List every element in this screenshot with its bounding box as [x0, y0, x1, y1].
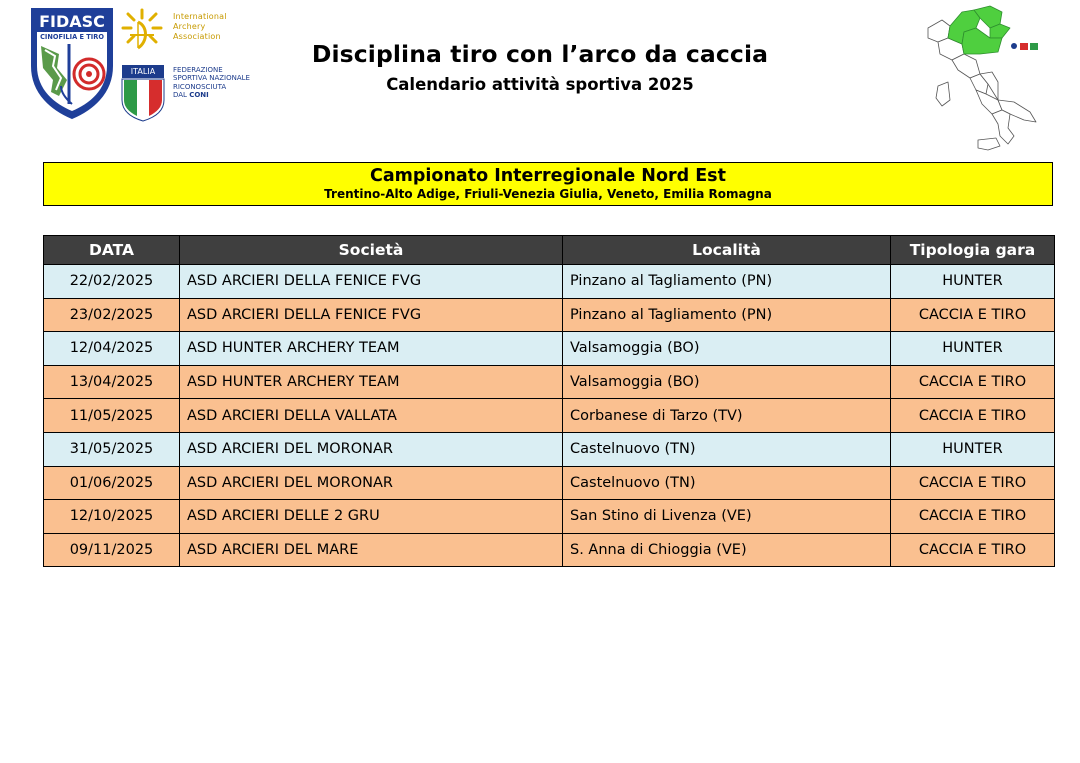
ia-logo-text [173, 12, 263, 42]
table-row [44, 432, 1055, 466]
cell-tipologia: CACCIA E TIRO [891, 399, 1055, 433]
cell-date: 11/05/2025 [44, 399, 180, 433]
column-header-data: DATA [44, 236, 180, 265]
cell-localita: San Stino di Livenza (VE) [563, 500, 891, 534]
svg-text:CINOFILIA E TIRO: CINOFILIA E TIRO [40, 33, 104, 41]
cell-societa: ASD ARCIERI DELLA FENICE FVG [180, 298, 563, 332]
cell-localita: Castelnuovo (TN) [563, 432, 891, 466]
cell-societa: ASD ARCIERI DELLA VALLATA [180, 399, 563, 433]
cell-tipologia: CACCIA E TIRO [891, 466, 1055, 500]
calendar-table [43, 235, 1055, 567]
cell-societa: ASD HUNTER ARCHERY TEAM [180, 332, 563, 366]
cell-localita: Valsamoggia (BO) [563, 332, 891, 366]
cell-societa: ASD HUNTER ARCHERY TEAM [180, 365, 563, 399]
cell-localita: Pinzano al Tagliamento (PN) [563, 265, 891, 299]
column-header-societa: Società [180, 236, 563, 265]
cell-tipologia: HUNTER [891, 332, 1055, 366]
coni-last-prefix: DAL [173, 90, 190, 99]
cell-societa: ASD ARCIERI DEL MORONAR [180, 466, 563, 500]
coni-flag-label: ITALIA [130, 67, 156, 76]
cell-societa: ASD ARCIERI DELLE 2 GRU [180, 500, 563, 534]
cell-societa: ASD ARCIERI DELLA FENICE FVG [180, 265, 563, 299]
cell-date: 22/02/2025 [44, 265, 180, 299]
page-title: Disciplina tiro con l’arco da caccia [311, 40, 769, 68]
table-row [44, 365, 1055, 399]
cell-localita: Valsamoggia (BO) [563, 365, 891, 399]
table-row [44, 533, 1055, 567]
championship-regions: Trentino-Alto Adige, Friuli-Venezia Giulia, Veneto, Emilia Romagna [324, 187, 772, 201]
column-header-localita: Località [563, 236, 891, 265]
table-row [44, 332, 1055, 366]
cell-localita: Pinzano al Tagliamento (PN) [563, 298, 891, 332]
cell-localita: S. Anna di Chioggia (VE) [563, 533, 891, 567]
cell-societa: ASD ARCIERI DEL MORONAR [180, 432, 563, 466]
calendar-table-body [44, 265, 1055, 567]
cell-tipologia: CACCIA E TIRO [891, 500, 1055, 534]
championship-title: Campionato Interregionale Nord Est [370, 166, 726, 186]
cell-date: 12/04/2025 [44, 332, 180, 366]
cell-date: 31/05/2025 [44, 432, 180, 466]
coni-logo-line: SPORTIVA NAZIONALE [173, 74, 250, 83]
cell-date: 12/10/2025 [44, 500, 180, 534]
table-row [44, 399, 1055, 433]
cell-date: 01/06/2025 [44, 466, 180, 500]
cell-societa: ASD ARCIERI DEL MARE [180, 533, 563, 567]
table-row [44, 500, 1055, 534]
table-header-row [44, 236, 1055, 265]
coni-last-bold: CONI [189, 90, 209, 99]
coni-logo-line: FEDERAZIONE [173, 66, 223, 74]
table-row [44, 265, 1055, 299]
cell-tipologia: CACCIA E TIRO [891, 365, 1055, 399]
cell-date: 13/04/2025 [44, 365, 180, 399]
cell-date: 09/11/2025 [44, 533, 180, 567]
championship-banner [43, 162, 1053, 206]
svg-text:FIDASC: FIDASC [39, 12, 105, 31]
table-row [44, 466, 1055, 500]
page-subtitle: Calendario attività sportiva 2025 [386, 75, 694, 94]
cell-tipologia: HUNTER [891, 265, 1055, 299]
ia-logo-line: Archery [173, 22, 206, 31]
cell-tipologia: CACCIA E TIRO [891, 533, 1055, 567]
cell-date: 23/02/2025 [44, 298, 180, 332]
ia-logo-line: Association [173, 32, 221, 41]
ia-logo-line: International [173, 12, 227, 21]
table-row [44, 298, 1055, 332]
cell-localita: Corbanese di Tarzo (TV) [563, 399, 891, 433]
cell-tipologia: HUNTER [891, 432, 1055, 466]
coni-logo-line: RICONOSCIUTA [173, 82, 227, 91]
column-header-tipologia: Tipologia gara [891, 236, 1055, 265]
cell-tipologia: CACCIA E TIRO [891, 298, 1055, 332]
cell-localita: Castelnuovo (TN) [563, 466, 891, 500]
